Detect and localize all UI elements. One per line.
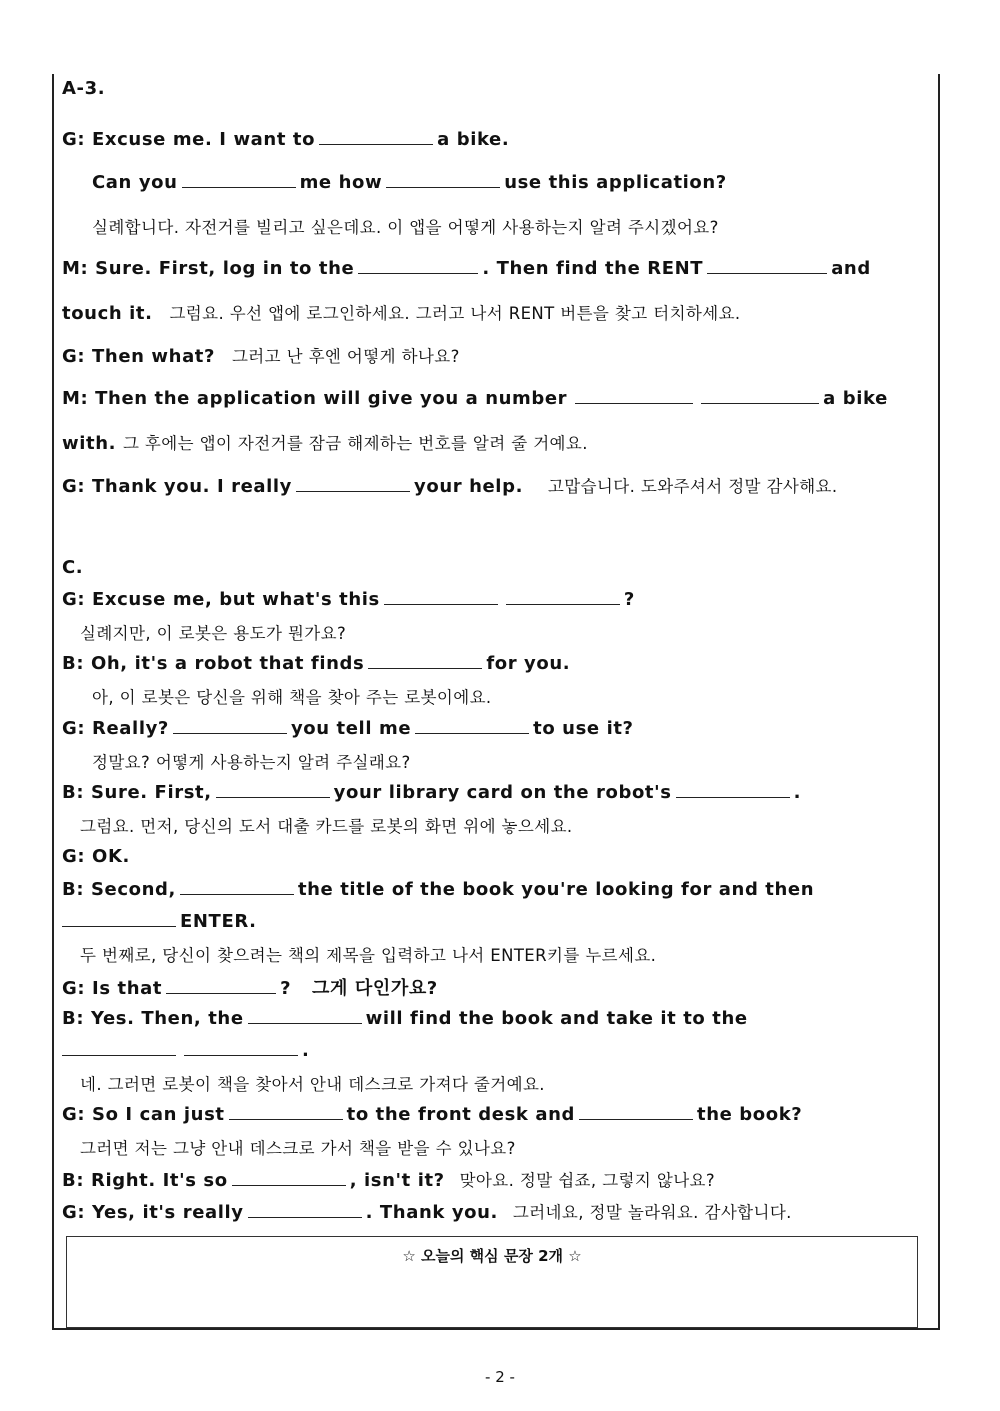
a3-line-2: Can you me how use this application? bbox=[92, 172, 727, 193]
blank[interactable] bbox=[229, 1103, 343, 1120]
blank[interactable] bbox=[216, 781, 330, 798]
blank[interactable] bbox=[180, 878, 294, 895]
blank[interactable] bbox=[173, 717, 287, 734]
c-line-5: G: OK. bbox=[62, 846, 130, 867]
section-a3-heading: A-3. bbox=[62, 78, 106, 99]
blank[interactable] bbox=[384, 588, 498, 605]
blank[interactable] bbox=[368, 652, 482, 669]
c-line-1: G: Excuse me, but what's this ? bbox=[62, 589, 635, 610]
page-number: - 2 - bbox=[485, 1368, 515, 1386]
c-line-2-korean: 아, 이 로봇은 당신을 위해 책을 찾아 주는 로봇이에요. bbox=[92, 688, 492, 707]
blank[interactable] bbox=[676, 781, 790, 798]
blank[interactable] bbox=[62, 910, 176, 927]
blank[interactable] bbox=[248, 1007, 362, 1024]
blank[interactable] bbox=[232, 1169, 346, 1186]
a3-line-6: G: Then what? 그러고 난 후엔 어떻게 하나요? bbox=[62, 346, 460, 367]
c-line-8: G: Is that ? 그게 다인가요? bbox=[62, 978, 438, 999]
a3-line-8: with. 그 후에는 앱이 자전거를 잠금 해제하는 번호를 알려 줄 거예요. bbox=[62, 433, 588, 454]
c-line-3-korean: 정말요? 어떻게 사용하는지 알려 주실래요? bbox=[92, 753, 411, 772]
c-line-4: B: Sure. First, your library card on the robot's . bbox=[62, 782, 802, 803]
c-line-7: ENTER. bbox=[62, 910, 257, 932]
c-line-10-korean: 네. 그러면 로봇이 책을 찾아서 안내 데스크로 가져다 줄거예요. bbox=[80, 1075, 545, 1094]
c-line-11-korean: 그러면 저는 그냥 안내 데스크로 가서 책을 받을 수 있나요? bbox=[80, 1139, 516, 1158]
c-line-7-korean: 두 번째로, 당신이 찾으려는 책의 제목을 입력하고 나서 ENTER키를 누르세요. bbox=[80, 946, 657, 965]
blank[interactable] bbox=[358, 257, 478, 274]
c-line-13: G: Yes, it's really . Thank you. 그러네요, 정말 놀라워요. 감사합니다. bbox=[62, 1202, 792, 1223]
key-sentences-title: ☆ 오늘의 핵심 문장 2개 ☆ bbox=[402, 1247, 582, 1265]
blank[interactable] bbox=[319, 128, 433, 145]
c-line-1-korean: 실례지만, 이 로봇은 용도가 뭔가요? bbox=[80, 624, 347, 643]
a3-line-5: touch it. 그럼요. 우선 앱에 로그인하세요. 그러고 나서 RENT 버튼을 찾고 터치하세요. bbox=[62, 303, 741, 324]
blank[interactable] bbox=[248, 1201, 362, 1218]
blank[interactable] bbox=[415, 717, 529, 734]
c-line-3: G: Really? you tell me to use it? bbox=[62, 718, 634, 739]
blank[interactable] bbox=[182, 171, 296, 188]
c-line-12: B: Right. It's so , isn't it? 맞아요. 정말 쉽죠, 그렇지 않나요? bbox=[62, 1170, 716, 1191]
blank[interactable] bbox=[506, 588, 620, 605]
a3-line-1: G: Excuse me. I want to a bike. bbox=[62, 129, 510, 150]
c-line-9: B: Yes. Then, the will find the book and take it to the bbox=[62, 1008, 748, 1029]
blank[interactable] bbox=[166, 977, 276, 994]
blank[interactable] bbox=[579, 1103, 693, 1120]
a3-line-3-korean: 실례합니다. 자전거를 빌리고 싶은데요. 이 앱을 어떻게 사용하는지 알려 주시겠어요? bbox=[92, 218, 719, 237]
blank[interactable] bbox=[296, 475, 410, 492]
a3-line-4: M: Sure. First, log in to the . Then find the RENT and bbox=[62, 258, 871, 279]
blank[interactable] bbox=[62, 1039, 176, 1056]
blank[interactable] bbox=[701, 387, 819, 404]
c-line-4-korean: 그럼요. 먼저, 당신의 도서 대출 카드를 로봇의 화면 위에 놓으세요. bbox=[80, 817, 573, 836]
blank[interactable] bbox=[707, 257, 827, 274]
c-line-10: . bbox=[62, 1039, 309, 1061]
blank[interactable] bbox=[386, 171, 500, 188]
c-line-2: B: Oh, it's a robot that finds for you. bbox=[62, 653, 571, 674]
key-sentences-box[interactable] bbox=[66, 1236, 918, 1328]
blank[interactable] bbox=[184, 1039, 298, 1056]
blank[interactable] bbox=[575, 387, 693, 404]
a3-line-7: M: Then the application will give you a number a bike bbox=[62, 388, 888, 409]
c-line-11: G: So I can just to the front desk and the book? bbox=[62, 1104, 803, 1125]
section-c-heading: C. bbox=[62, 557, 84, 578]
c-line-6: B: Second, the title of the book you're looking for and then bbox=[62, 879, 815, 900]
a3-line-9: G: Thank you. I really your help. 고맙습니다. 도와주셔서 정말 감사해요. bbox=[62, 476, 838, 497]
